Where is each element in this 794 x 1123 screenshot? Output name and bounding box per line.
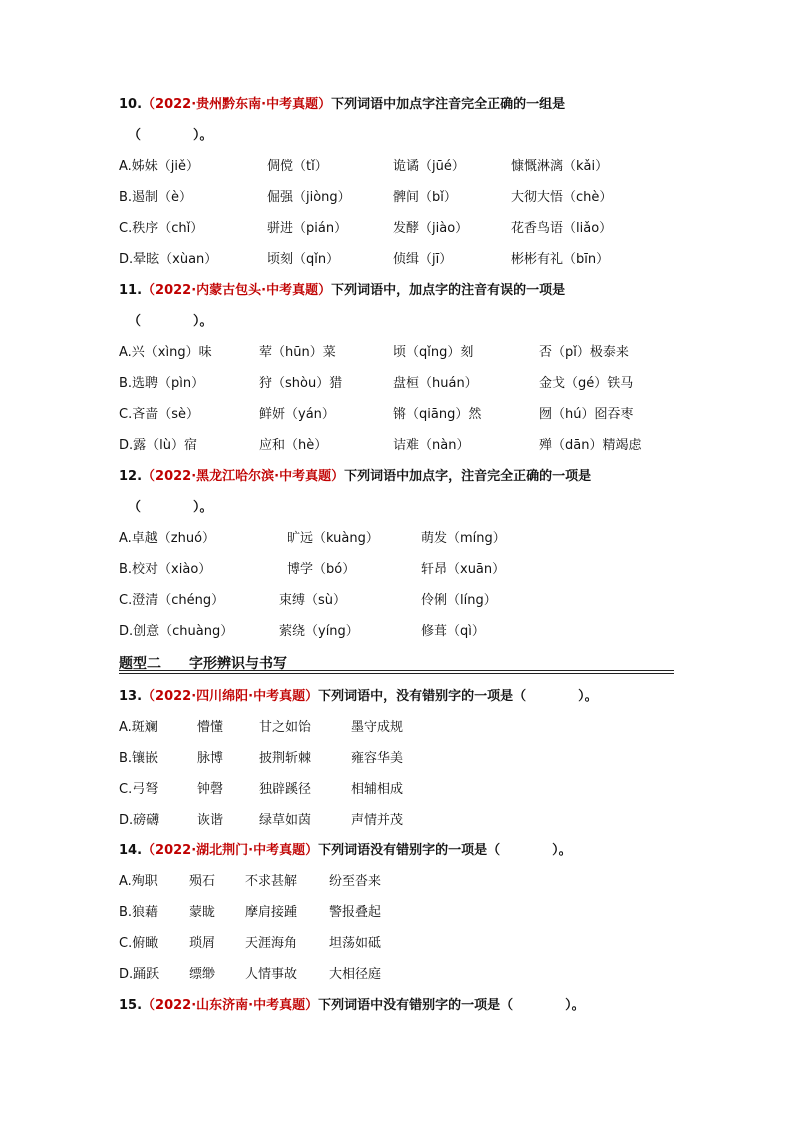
option-item: 殚（dān）精竭虑 [539, 438, 642, 453]
option-item: 声情并茂 [351, 813, 404, 828]
option-item: 应和（hè） [259, 438, 328, 453]
question-number: 14. [119, 843, 143, 858]
option-item: 甘之如饴 [259, 720, 312, 735]
option-item: 诙谐 [197, 813, 224, 828]
question-number: 15. [119, 998, 143, 1013]
answer-blank: （ ）。 [128, 314, 213, 329]
question-text: 下列词语中，加点字的注音有误的一项是 [331, 283, 566, 298]
option-item: 懵懂 [197, 720, 224, 735]
option-item: 鲜妍（yán） [259, 407, 335, 422]
question-text: 下列词语中，没有错别字的一项是（ ）。 [318, 689, 598, 704]
question-source: （2022·贵州黔东南·中考真题） [142, 97, 332, 112]
option-item: 钟磬 [197, 782, 224, 797]
option-item: 大彻大悟（chè） [511, 190, 613, 205]
option-item: 修葺（qì） [421, 624, 485, 639]
option-item: 彬彬有礼（bīn） [511, 252, 610, 267]
question-source: （2022·四川绵阳·中考真题） [142, 689, 319, 704]
option-item: D.踊跃 [119, 967, 160, 982]
question-text: 下列词语中加点字，注音完全正确的一项是 [344, 469, 592, 484]
section-divider [119, 670, 674, 671]
section-heading: 题型二 字形辨识与书写 [119, 656, 287, 672]
question-source: （2022·内蒙古包头·中考真题） [142, 283, 332, 298]
option-item: 囫（hú）囵吞枣 [539, 407, 634, 422]
option-item: 盘桓（huán） [393, 376, 478, 391]
question-12 [119, 468, 591, 486]
option-item: A.殉职 [119, 874, 158, 889]
option-item: D.露（lù）宿 [119, 438, 197, 453]
question-source: （2022·山东济南·中考真题） [142, 998, 319, 1013]
question-number: 12. [119, 469, 143, 484]
question-number: 11. [119, 283, 143, 298]
option-item: B.镶嵌 [119, 751, 159, 766]
option-item: 蒙眬 [189, 905, 216, 920]
option-item: 绿草如茵 [259, 813, 312, 828]
option-item: C.澄清（chéng） [119, 593, 225, 608]
option-item: 博学（bó） [287, 562, 356, 577]
option-item: 披荆斩棘 [259, 751, 312, 766]
option-item: 髀间（bǐ） [393, 190, 457, 205]
option-item: 旷远（kuàng） [287, 531, 379, 546]
question-10 [119, 96, 565, 114]
option-item: 伶俐（líng） [421, 593, 497, 608]
option-item: 束缚（sù） [279, 593, 347, 608]
option-item: 顷（qǐng）刻 [393, 345, 474, 360]
option-item: 天涯海角 [245, 936, 298, 951]
option-item: 金戈（gé）铁马 [539, 376, 634, 391]
option-item: 花香鸟语（liǎo） [511, 221, 613, 236]
question-text: 下列词语中没有错别字的一项是（ ）。 [318, 998, 585, 1013]
option-item: 诘难（nàn） [393, 438, 470, 453]
option-item: A.斑斓 [119, 720, 158, 735]
option-item: D.磅礴 [119, 813, 160, 828]
option-item: 锵（qiāng）然 [393, 407, 482, 422]
option-item: 萌发（míng） [421, 531, 506, 546]
question-11 [119, 282, 565, 300]
option-item: 否（pǐ）极泰来 [539, 345, 629, 360]
option-item: B.校对（xiào） [119, 562, 212, 577]
option-item: 大相径庭 [329, 967, 382, 982]
option-item: 坦荡如砥 [329, 936, 382, 951]
option-item: 殒石 [189, 874, 216, 889]
option-item: 墨守成规 [351, 720, 404, 735]
question-number: 13. [119, 689, 143, 704]
question-number: 10. [119, 97, 143, 112]
question-text: 下列词语没有错别字的一项是（ ）。 [318, 843, 572, 858]
question-source: （2022·湖北荆门·中考真题） [142, 843, 319, 858]
option-item: 人情事故 [245, 967, 298, 982]
option-item: D.创意（chuàng） [119, 624, 234, 639]
option-item: B.狼藉 [119, 905, 159, 920]
option-item: 狩（shòu）猎 [259, 376, 343, 391]
answer-blank: （ ）。 [128, 500, 213, 515]
question-14 [119, 842, 572, 860]
option-item: 慷慨淋漓（kǎi） [511, 159, 609, 174]
option-item: 摩肩接踵 [245, 905, 298, 920]
option-item: C.弓弩 [119, 782, 159, 797]
option-item: A.卓越（zhuó） [119, 531, 216, 546]
option-item: 纷至沓来 [329, 874, 382, 889]
answer-blank: （ ）。 [128, 128, 213, 143]
option-item: C.吝啬（sè） [119, 407, 199, 422]
option-item: 萦绕（yíng） [279, 624, 359, 639]
option-item: 相辅相成 [351, 782, 404, 797]
option-item: 发酵（jiào） [393, 221, 469, 236]
option-item: D.晕眩（xùan） [119, 252, 218, 267]
question-source: （2022·黑龙江哈尔滨·中考真题） [142, 469, 345, 484]
option-item: 不求甚解 [245, 874, 298, 889]
option-item: 轩昂（xuān） [421, 562, 506, 577]
option-item: C.秩序（chǐ） [119, 221, 204, 236]
option-item: 缥缈 [189, 967, 216, 982]
option-item: A.姊妹（jiě） [119, 159, 200, 174]
option-item: 倔强（jiòng） [267, 190, 351, 205]
option-item: A.兴（xìng）味 [119, 345, 212, 360]
option-item: 顷刻（qǐn） [267, 252, 340, 267]
question-15 [119, 997, 585, 1015]
option-item: B.遏制（è） [119, 190, 193, 205]
option-item: 倜傥（tǐ） [267, 159, 328, 174]
section-divider [119, 673, 674, 674]
option-item: 雍容华美 [351, 751, 404, 766]
option-item: 脉博 [197, 751, 224, 766]
option-item: 独辟蹊径 [259, 782, 312, 797]
option-item: 琐屑 [189, 936, 216, 951]
option-item: C.俯瞰 [119, 936, 159, 951]
option-item: 侦缉（jī） [393, 252, 453, 267]
question-13 [119, 688, 598, 706]
option-item: 诡谲（jūé） [393, 159, 465, 174]
option-item: 骈进（pián） [267, 221, 348, 236]
option-item: 警报叠起 [329, 905, 382, 920]
option-item: 荤（hūn）菜 [259, 345, 336, 360]
option-item: B.选聘（pìn） [119, 376, 205, 391]
question-text: 下列词语中加点字注音完全正确的一组是 [331, 97, 566, 112]
